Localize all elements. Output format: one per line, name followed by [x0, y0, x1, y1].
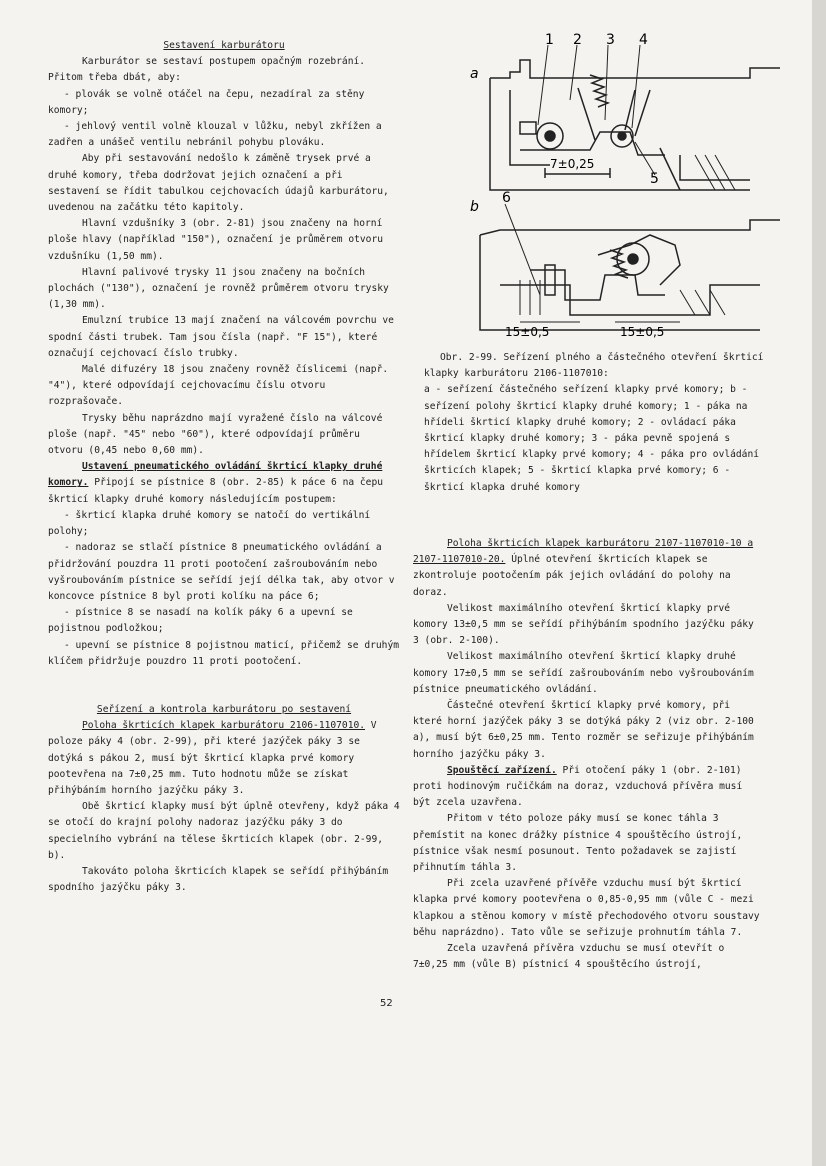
paragraph — [48, 459, 400, 508]
paragraph: Trysky běhu naprázdno mají vyražené číslo na válcové ploše (např. "45" nebo "60"), které odpovídají průměru otvoru (0,45 nebo 0,60 mm). — [48, 412, 383, 457]
bullet-item: - škrticí klapka druhé komory se natočí do vertikální polohy; — [48, 509, 371, 538]
paragraph: Takováto poloha škrticích klapek se seřídí přihýbáním spodního jazýčku páky 3. — [48, 865, 389, 894]
caption-title: Obr. 2-99. Seřízení plného a částečného otevření škrticí klapky karburátoru 2106-1107010: — [424, 352, 764, 380]
bullet-item: - plovák se volně otáčel na čepu, nezadíral za stěny komory; — [48, 88, 365, 116]
bullet-item: - upevní se pístnice 8 pojistnou maticí, přičemž se druhým klíčem přidržuje pouzdro 11 proti pootočení. — [48, 639, 400, 667]
paragraph: Zcela uzavřená přívěra vzduchu se musí otevřít o 7±0,25 mm (vůle B) pístnicí 4 spouštěcího ústrojí, — [413, 943, 725, 971]
callout-6: 6 — [502, 190, 511, 206]
paragraph: Hlavní vzdušníky 3 (obr. 2-81) jsou značeny na horní ploše hlavy (například "150"), označení je průměrem otvoru vzdušníku (1,50 mm). — [48, 218, 384, 262]
section-heading-adjustment: Seřízení a kontrola karburátoru po sestavení — [96, 703, 352, 715]
subheading-throttle-2107: Poloha škrticích klapek karburátoru 2107-1107010-10 a 2107-1107010-20. — [413, 538, 754, 566]
paragraph: Aby při sestavování nedošlo k záměně trysek prvé a druhé komory, třeba dodržovat jejich označení a při sestavení se řídit tabulkou cejchovacích údajů karburátoru, uvedenou na začátku této kapitoly. — [48, 153, 389, 214]
bullet-item: - nadoraz se stlačí pístnice 8 pneumatického ovládání a přidržování pouzdra 11 proti pootočení zašroubováním nebo vyšroubováním pístnice se seřídí její délka tak, aby otvor v koncovce pístnice 8 byl proti kolíku na páce 6; — [48, 542, 395, 602]
paragraph — [413, 536, 761, 601]
dimension-a: 7±0,25 — [550, 157, 595, 171]
paragraph-text: Připojí se pístnice 8 (obr. 2-85) k páce 6 na čepu škrticí klapky druhé komory následujícím postupem: — [48, 477, 384, 505]
paragraph: Přitom v této poloze páky musí se konec táhla 3 přemístit na konec drážky pístnice 4 spouštěcího ústrojí, pístnice však nesmí posunout. Tento požadavek se zajistí přihnutím táhla 3. — [413, 813, 743, 874]
subheading-starter: Spouštěcí zařízení. — [447, 764, 557, 776]
bullet-item: - jehlový ventil volně klouzal v lůžku, nebyl zkřížen a zadřen a unášeč ventilu nebránil pohybu plováku. — [48, 121, 382, 149]
paragraph: Emulzní trubice 13 mají značení na válcovém povrchu ve spodní části trubek. Tam jsou čísla (např. "F 15"), které označují cejchovací číslo trubky. — [48, 315, 394, 359]
paragraph: Malé difuzéry 18 jsou značeny rovněž číslicemi (např. "4"), které odpovídají cejchovacímu číslu otvoru rozprašovače. — [48, 364, 389, 408]
section-heading-assembly: Sestavení karburátoru — [163, 40, 285, 51]
paragraph-text: V poloze páky 4 (obr. 2-99), při které jazýček páky 3 se dotýká s pákou 2, musí být škrticí klapka prvé komory pootevřena na 7±0,25 mm. Tuto hodnotu může se získat přihýbáním horního jazýčku páky 3. — [48, 720, 377, 796]
left-column — [48, 38, 400, 896]
caption-text: a - seřízení částečného seřízení klapky prvé komory; b - seřízení polohy škrticí klapky druhé komory; 1 - páka na hřídeli škrticí klapky druhé komory; 2 - ovládací páka škrticí klapky druhé komory; 3 - páka pevně spojená s hřídelem škrticí klapky prvé komory; 4 - páka pro ovládání škrticích klapek; 5 - škrticí klapka prvé komory; 6 - škrticí klapka druhé komory — [424, 384, 760, 493]
paragraph: Hlavní palivové trysky 11 jsou značeny na bočních plochách ("130"), označení je rovněž průměrem otvoru trysky (1,30 mm). — [48, 266, 389, 311]
callout-3: 3 — [606, 32, 615, 48]
paragraph — [48, 718, 400, 799]
dimension-b-left: 15±0,5 — [505, 325, 550, 339]
callout-4: 4 — [639, 32, 648, 48]
paragraph-text: Úplné otevření škrticích klapek se zkontroluje pootočením pák jejich ovládání do polohy na doraz. — [413, 554, 731, 598]
right-column — [413, 536, 761, 973]
paragraph — [413, 763, 761, 812]
subheading-throttle-position: Poloha škrticích klapek karburátoru 2106-1107010. — [82, 720, 366, 732]
paragraph: Při zcela uzavřené přívěře vzduchu musí být škrticí klapka prvé komory pootevřena o 0,85-0,95 mm (vůle C - mezi klapkou a stěnou komory v místě přechodového otvoru soustavy běhu naprázdno). Tato vůle se seřizuje prohnutím táhla 7. — [413, 878, 760, 938]
figure-2-99 — [450, 30, 790, 340]
paragraph-text: Při otočení páky 1 (obr. 2-101) proti hodinovým ručičkám na doraz, vzduchová přívěra musí být zcela uzavřena. — [413, 764, 743, 809]
callout-5: 5 — [650, 171, 659, 187]
bullet-item: - pístnice 8 se nasadí na kolík páky 6 a upevní se pojistnou podložkou; — [48, 607, 353, 635]
callout-1: 1 — [545, 32, 554, 48]
paragraph: Karburátor se sestaví postupem opačným rozebrání. Přitom třeba dbát, aby: — [48, 56, 366, 84]
paragraph: Velikost maximálního otevření škrticí klapky prvé komory 13±0,5 mm se seřídí přihýbáním spodního jazýčku páky 3 (obr. 2-100). — [413, 602, 754, 647]
dimension-b-right: 15±0,5 — [620, 325, 665, 339]
carburetor-diagram — [450, 30, 790, 340]
callout-2: 2 — [573, 32, 582, 48]
page-number: 52 — [380, 998, 393, 1009]
subheading-pneumatic: Ustavení pneumatického ovládání škrticí klapky druhé komory. — [48, 461, 383, 489]
paragraph: Částečné otevření škrticí klapky prvé komory, při které horní jazýček páky 3 se dotýká páky 2 (viz obr. 2-100 a), musí být 6±0,25 mm. Tento rozměr se seřizuje přihýbáním horního jazýčku páky 3. — [413, 700, 754, 760]
paragraph: Obě škrticí klapky musí být úplně otevřeny, když páka 4 se otočí do krajní polohy nadoraz jazýčku páky 3 do specielního vybrání na tělese škrticích klapek (obr. 2-99, b). — [48, 801, 400, 861]
page-edge — [812, 0, 826, 1166]
paragraph: Velikost maximálního otevření škrticí klapky druhé komory 17±0,5 mm se seřídí zašroubováním nebo vyšroubováním pístnice pneumatického ovládání. — [413, 651, 754, 695]
figure-caption — [424, 350, 768, 496]
figure-label-b: b — [470, 199, 479, 215]
figure-label-a: a — [470, 66, 479, 82]
